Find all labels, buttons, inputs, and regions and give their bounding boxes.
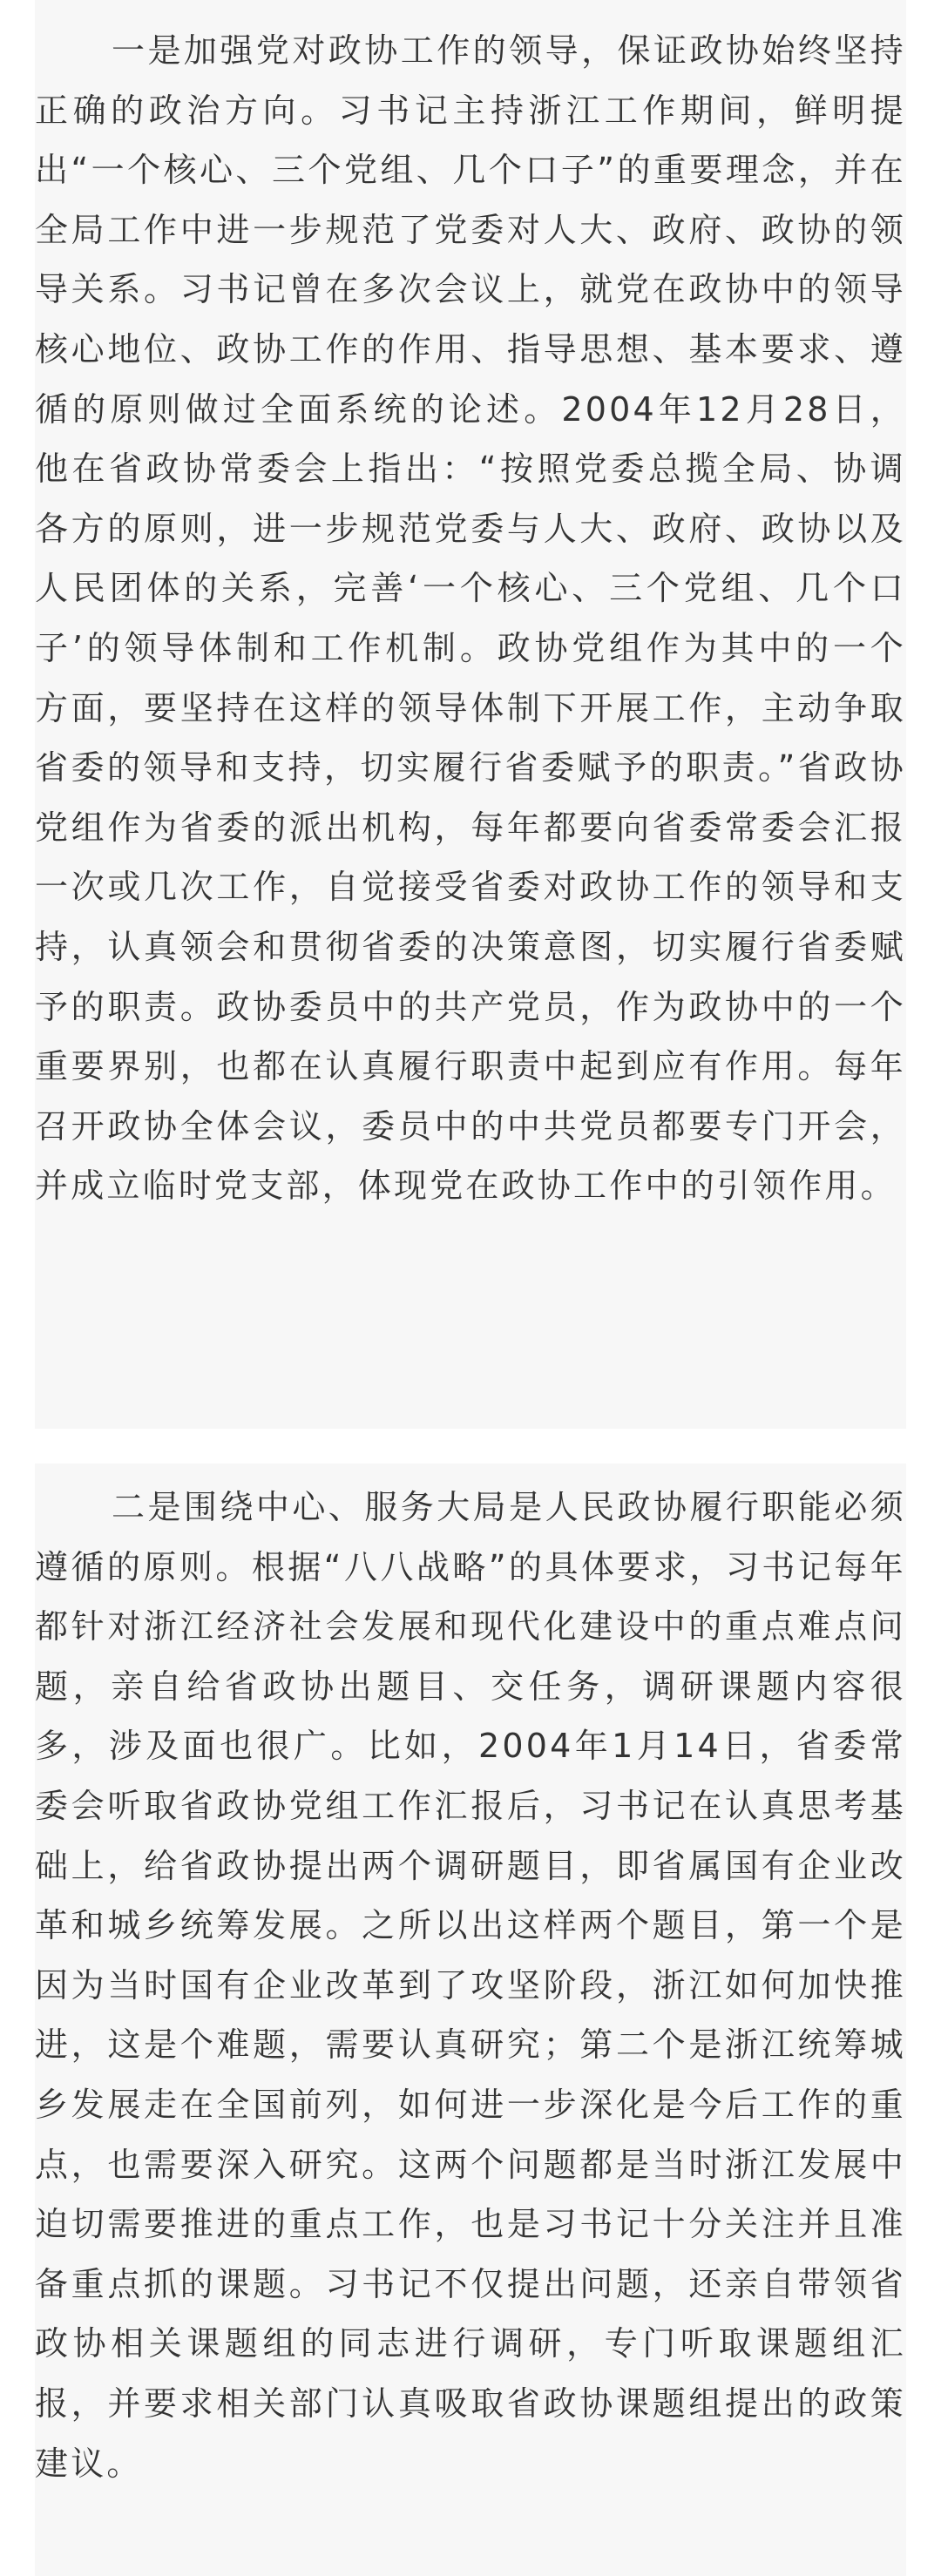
paragraph-1-text: 一是加强党对政协工作的领导，保证政协始终坚持正确的政治方向。习书记主持浙江工作期间，鲜明提出“一个核心、三个党组、几个口子”的重要理念，并在全局工作中进一步规范了党委对人大、政府、政协的领导关系。习书记曾在多次会议上，就党在政协中的领导核心地位、政协工作的作用、指导思想、基本要求、遵循的原则做过全面系统的论述。2004年12月28日，他在省政协常委会上指出：“按照党委总揽全局、协调各方的原则，进一步规范党委与人大、政府、政协以及人民团体的关系，完善‘一个核心、三个党组、几个口子’的领导体制和工作机制。政协党组作为其中的一个方面，要坚持在这样的领导体制下开展工作，主动争取省委的领导和支持，切实履行省委赋予的职责。”省政协党组作为省委的派出机构，每年都要向省委常委会汇报一次或几次工作，自觉接受省委对政协工作的领导和支持，认真领会和贯彻省委的决策意图，切实履行省委赋予的职责。政协委员中的共产党员，作为政协中的一个重要界别，也都在认真履行职责中起到应有作用。每年召开政协全体会议，委员中的中共党员都要专门开会，并成立临时党支部，体现党在政协工作中的引领作用。 <box>35 31 906 1206</box>
paragraph-2-text: 二是围绕中心、服务大局是人民政协履行职能必须遵循的原则。根据“八八战略”的具体要求，习书记每年都针对浙江经济社会发展和现代化建设中的重点难点问题，亲自给省政协出题目、交任务，调研课题内容很多，涉及面也很广。比如，2004年1月14日，省委常委会听取省政协党组工作汇报后，习书记在认真思考基础上，给省政协提出两个调研题目，即省属国有企业改革和城乡统筹发展。之所以出这样两个题目，第一个是因为当时国有企业改革到了攻坚阶段，浙江如何加快推进，这是个难题，需要认真研究；第二个是浙江统筹城乡发展走在全国前列，如何进一步深化是今后工作的重点，也需要深入研究。这两个问题都是当时浙江发展中迫切需要推进的重点工作，也是习书记十分关注并且准备重点抓的课题。习书记不仅提出问题，还亲自带领省政协相关课题组的同志进行调研，专门听取课题组汇报，并要求相关部门认真吸取省政协课题组提出的政策建议。 <box>35 1488 906 2483</box>
paragraph-block-2 <box>35 1464 906 2576</box>
paragraph-block-1 <box>35 0 906 1429</box>
